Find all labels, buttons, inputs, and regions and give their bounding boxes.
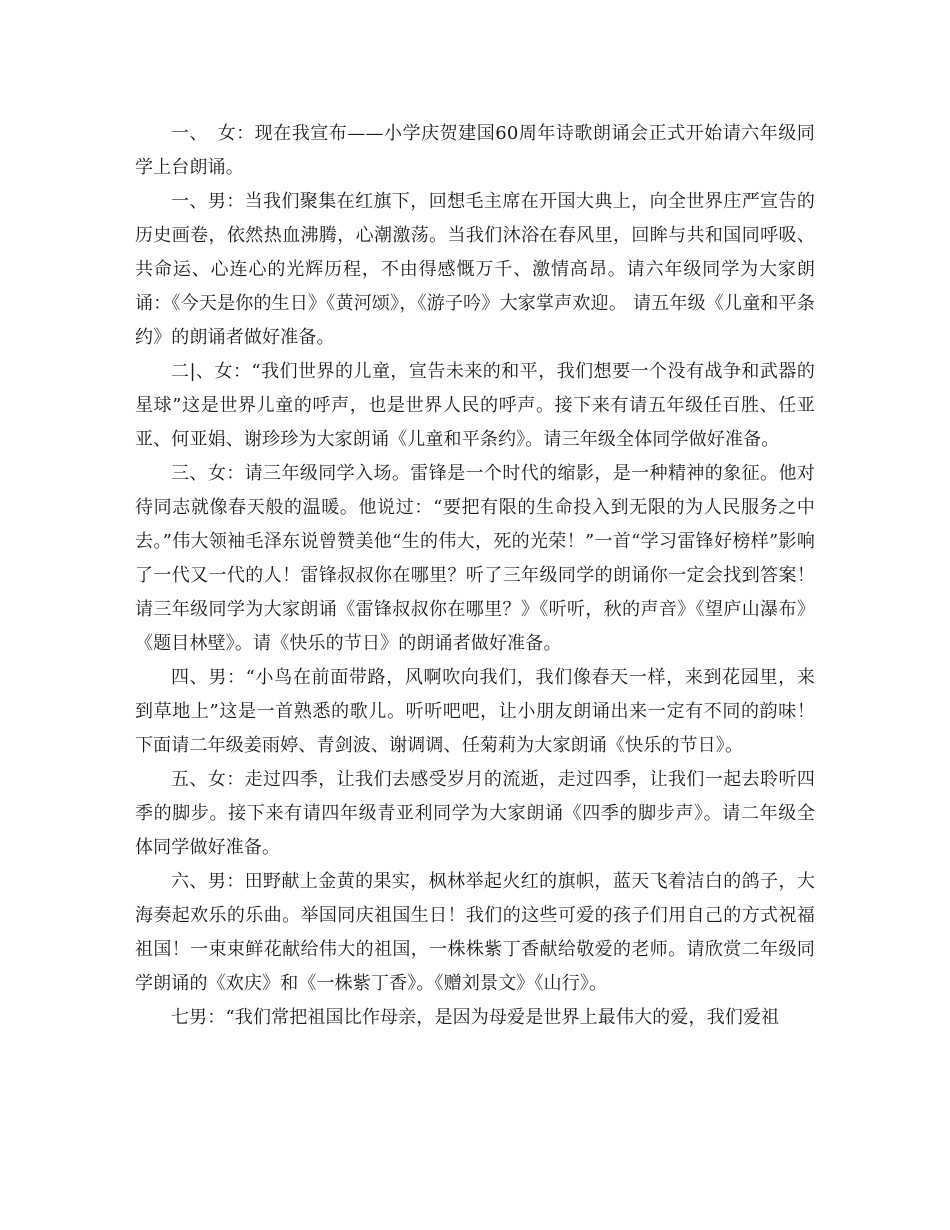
paragraph-2-female: 二|、女：“我们世界的儿童，宣告未来的和平，我们想要一个没有战争和武器的星球”这是世界儿童的呼声，也是世界人民的呼声。接下来有请五年级任百胜、任亚亚、何亚娟、谢珍珍为大家朗诵《儿童和平条约》。请三年级全体同学做好准备。 <box>135 361 815 450</box>
paragraph-opening: 一、 女：现在我宣布——小学庆贺建国60周年诗歌朗诵会正式开始请六年级同学上台朗诵。 <box>135 123 815 178</box>
paragraph-5-female: 五、女：走过四季，让我们去感受岁月的流逝，走过四季，让我们一起去聆听四季的脚步。接下来有请四年级青亚利同学为大家朗诵《四季的脚步声》。请二年级全体同学做好准备。 <box>135 769 815 858</box>
document-body <box>135 117 815 1035</box>
paragraph-4-male: 四、男：“小鸟在前面带路，风啊吹向我们，我们像春天一样，来到花园里，来到草地上”这是一首熟悉的歌儿。听听吧吧，让小朋友朗诵出来一定有不同的韵味！下面请二年级姜雨婷、青剑波、谢调调、任菊莉为大家朗诵《快乐的节日》。 <box>135 667 815 756</box>
paragraph-1-male: 一、男：当我们聚集在红旗下，回想毛主席在开国大典上，向全世界庄严宣告的历史画卷，依然热血沸腾，心潮激荡。当我们沐浴在春风里，回眸与共和国同呼吸、共命运、心连心的光辉历程，不由得感慨万千、激情高昂。请六年级同学为大家朗诵：《今天是你的生日》《黄河颂》，《游子吟》大家掌声欢迎。 请五年级《儿童和平条约》的朗诵者做好准备。 <box>135 191 815 348</box>
paragraph-6-male: 六、男：田野献上金黄的果实，枫林举起火红的旗帜，蓝天飞着洁白的鸽子，大海奏起欢乐的乐曲。举国同庆祖国生日！我们的这些可爱的孩子们用自己的方式祝福祖国！一束束鲜花献给伟大的祖国，一株株紫丁香献给敬爱的老师。请欣赏二年级同学朗诵的《欢庆》和《一株紫丁香》。《赠刘景文》《山行》。 <box>135 871 815 994</box>
paragraph-7-male: 七男：“我们常把祖国比作母亲，是因为母爱是世界上最伟大的爱，我们爱祖 <box>171 1007 780 1028</box>
paragraph-3-female: 三、女：请三年级同学入场。雷锋是一个时代的缩影，是一种精神的象征。他对待同志就像春天般的温暖。他说过：“要把有限的生命投入到无限的为人民服务之中去。”伟大领袖毛泽东说曾赞美他“生的伟大，死的光荣！”一首“学习雷锋好榜样”影响了一代又一代的人！雷锋叔叔你在哪里？听了三年级同学的朗诵你一定会找到答案！请三年级同学为大家朗诵《雷锋叔叔你在哪里？》《听听，秋的声音》《望庐山瀑布》《题目林壁》。请《快乐的节日》的朗诵者做好准备。 <box>135 463 815 654</box>
